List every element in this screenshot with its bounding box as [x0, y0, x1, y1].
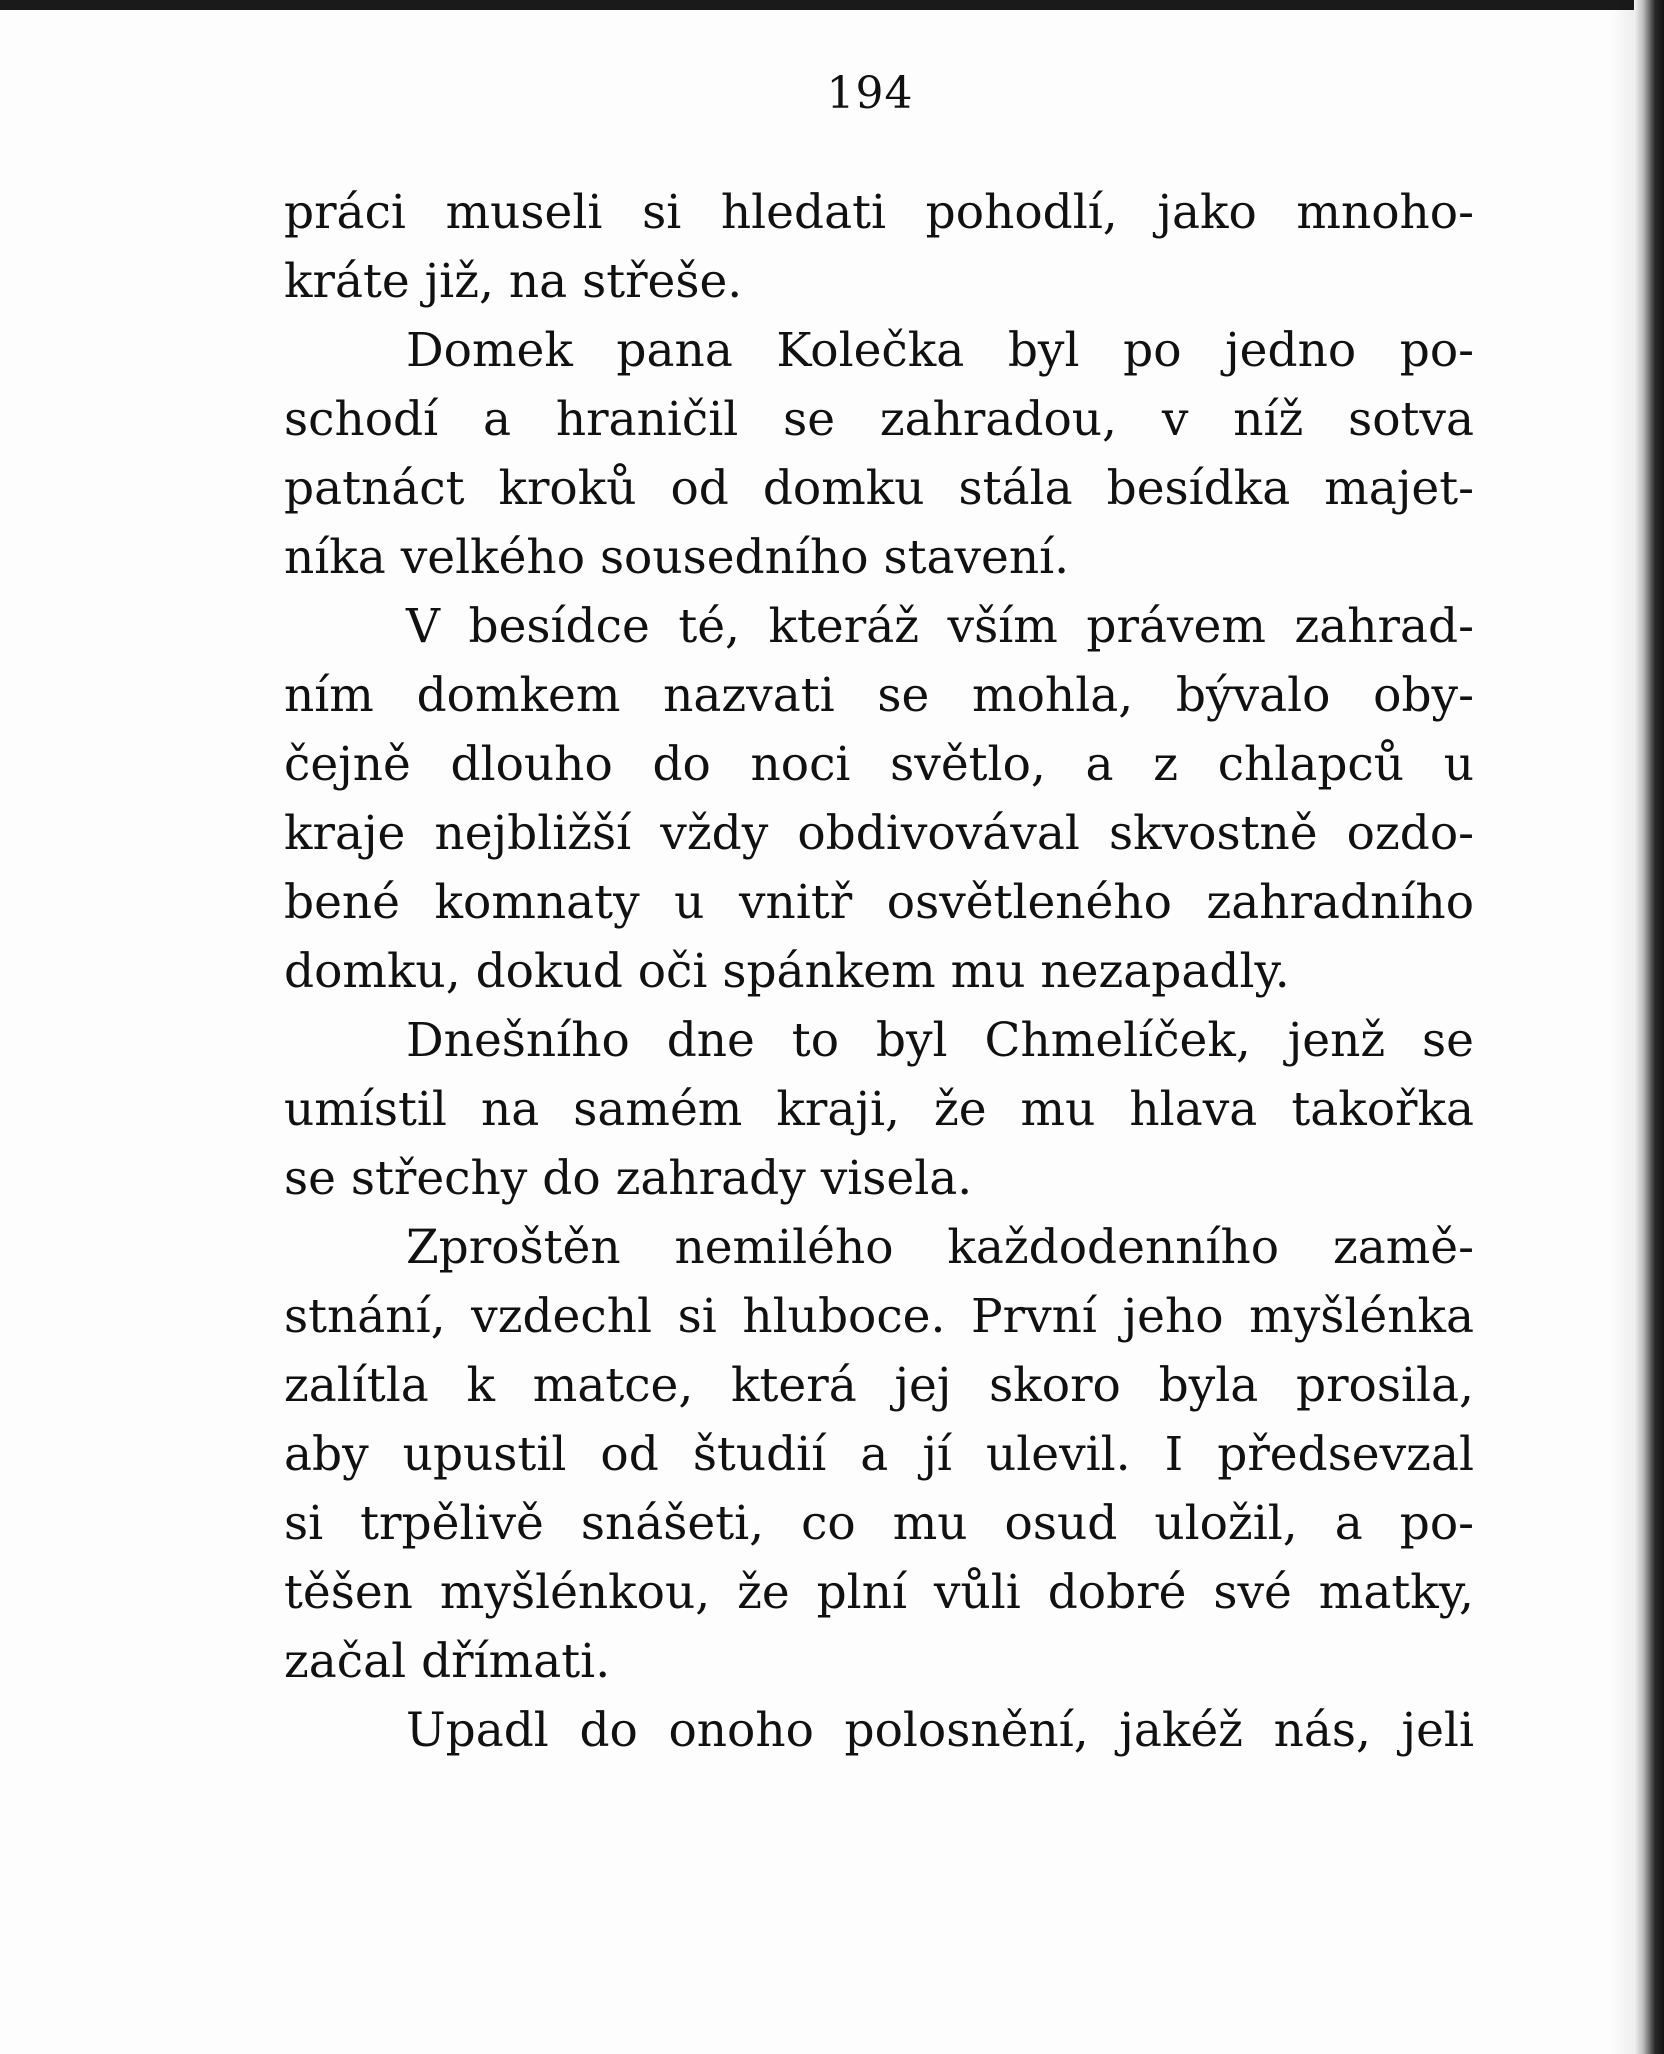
text-line: začal dřímati.	[284, 1634, 611, 1689]
body-text	[284, 178, 1474, 1765]
text-line: umístil na samém kraji, že mu hlava takořka	[284, 1082, 1474, 1137]
text-line: bené komnaty u vnitř osvětleného zahradního	[284, 875, 1474, 930]
text-line: stnání, vzdechl si hluboce. První jeho myšlénka	[284, 1289, 1474, 1344]
text-line: se střechy do zahrady visela.	[284, 1151, 973, 1206]
text-line: patnáct kroků od domku stála besídka majet-	[284, 461, 1474, 516]
page-right-edge	[1634, 0, 1664, 2054]
text-line: Zproštěn nemilého každodenního zamě-	[406, 1220, 1474, 1275]
text-line: kráte již, na střeše.	[284, 254, 743, 309]
page-gutter-shadow	[1610, 0, 1634, 2054]
text-line: Dnešního dne to byl Chmelíček, jenž se	[406, 1013, 1474, 1068]
text-line: níka velkého sousedního stavení.	[284, 530, 1070, 585]
text-line: kraje nejbližší vždy obdivovával skvostně ozdo-	[284, 806, 1474, 861]
text-line: těšen myšlénkou, že plní vůli dobré své matky,	[284, 1565, 1474, 1620]
text-line: V besídce té, kteráž vším právem zahrad-	[406, 599, 1474, 654]
page-number: 194	[826, 68, 914, 119]
text-line: domku, dokud oči spánkem mu nezapadly.	[284, 944, 1290, 999]
text-line: zalítla k matce, která jej skoro byla prosila,	[284, 1358, 1474, 1413]
text-line: práci museli si hledati pohodlí, jako mnoho-	[284, 185, 1474, 240]
text-line: ním domkem nazvati se mohla, bývalo oby-	[284, 668, 1474, 723]
text-line: schodí a hraničil se zahradou, v níž sotva	[284, 392, 1474, 447]
text-line: Upadl do onoho polosnění, jakéž nás, jeli	[406, 1703, 1474, 1758]
page-top-edge	[0, 0, 1664, 10]
text-line: aby upustil od študií a jí ulevil. I předsevzal	[284, 1427, 1474, 1482]
text-line: si trpělivě snášeti, co mu osud uložil, a po-	[284, 1496, 1474, 1551]
text-line: Domek pana Kolečka byl po jedno po-	[406, 323, 1474, 378]
text-line: čejně dlouho do noci světlo, a z chlapců u	[284, 737, 1474, 792]
